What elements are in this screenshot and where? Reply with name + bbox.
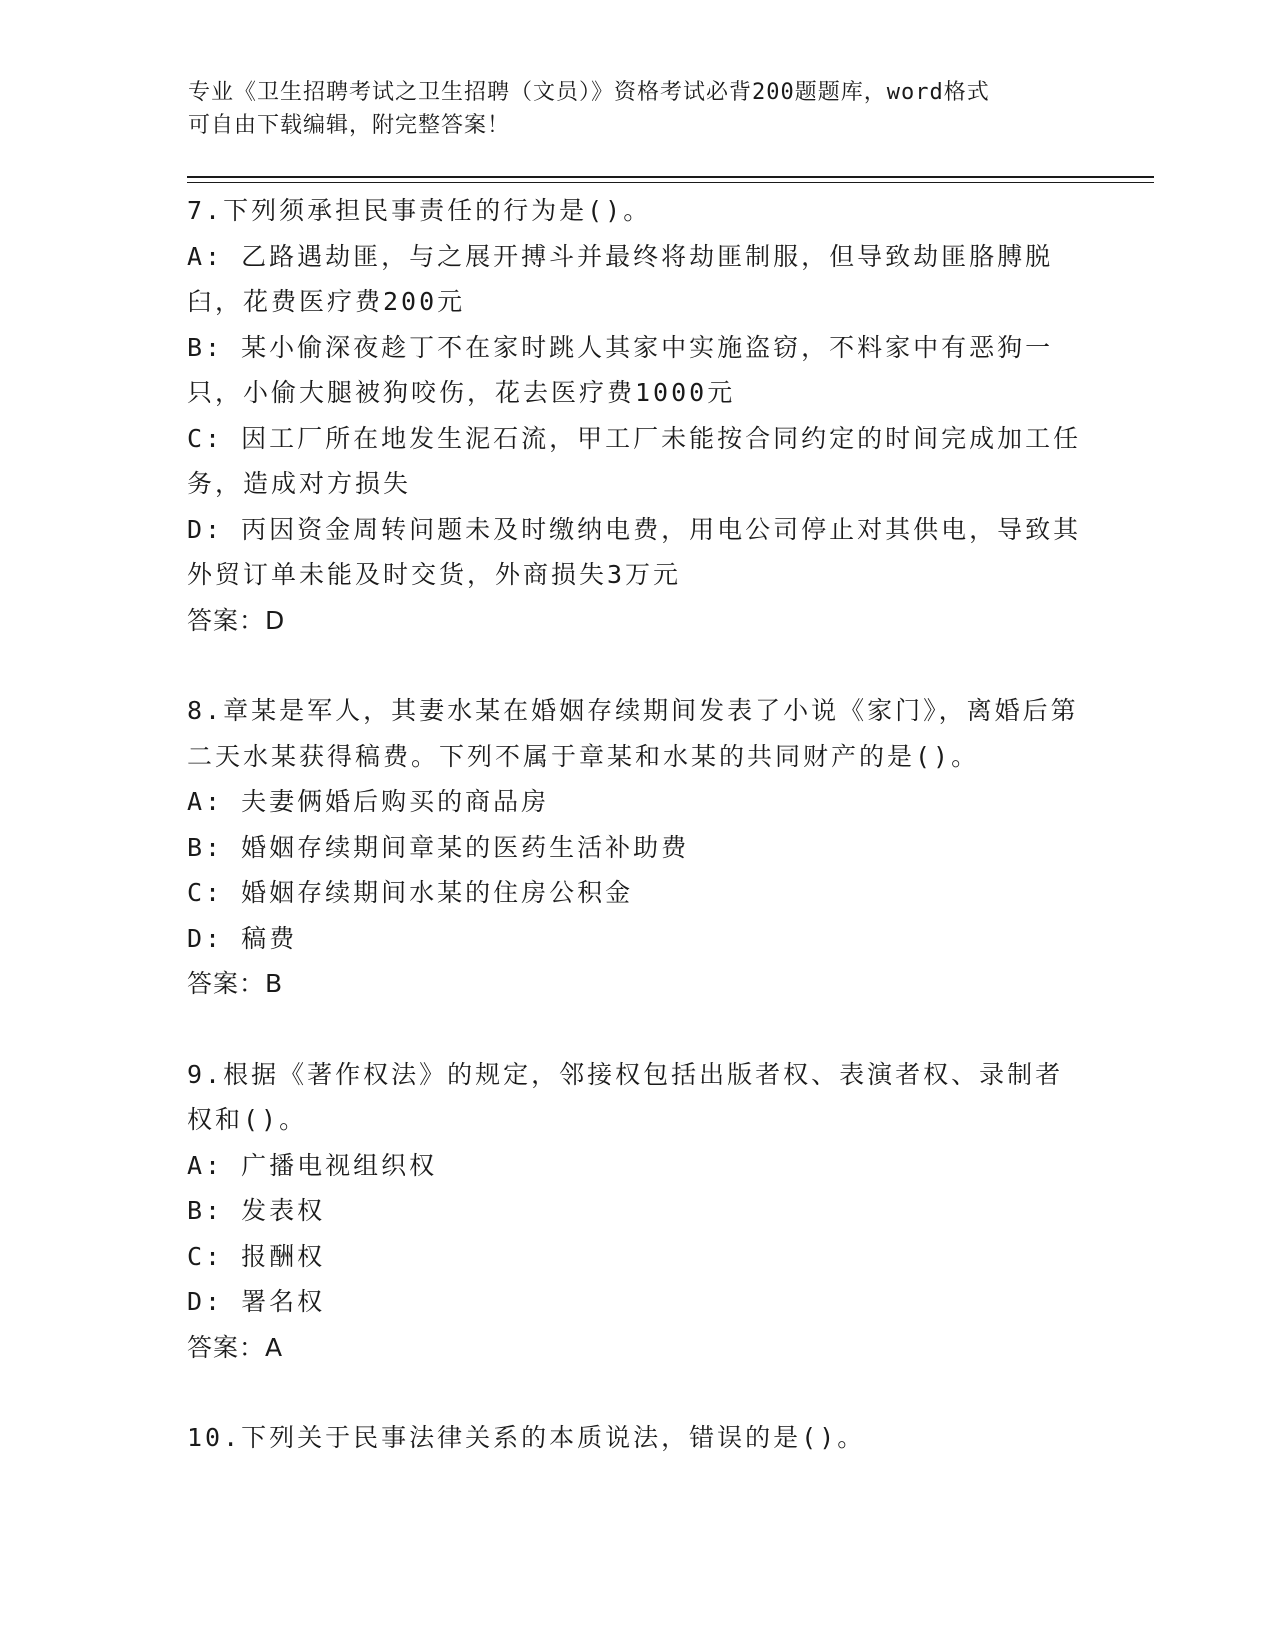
answer: 答案：D: [187, 605, 286, 635]
question-text: 10.下列关于民事法律关系的本质说法，错误的是()。: [187, 1423, 866, 1452]
option-d: D: 丙因资金周转问题未及时缴纳电费，用电公司停止对其供电，导致其外贸订单未能及时交货，外商损失3万元: [187, 514, 1082, 589]
question-8: [187, 688, 1087, 1007]
option-c: C: 因工厂所在地发生泥石流，甲工厂未能按合同约定的时间完成加工任务，造成对方损失: [187, 423, 1082, 498]
option-b: B: 发表权: [187, 1196, 326, 1225]
header-line-1: 专业《卫生招聘考试之卫生招聘（文员）》资格考试必背200题题库，word格式: [188, 80, 990, 105]
question-10: [187, 1415, 1087, 1461]
question-list: [187, 188, 1087, 1461]
spacer: [187, 1007, 1087, 1052]
option-a: A: 广播电视组织权: [187, 1150, 438, 1180]
spacer: [187, 643, 1087, 688]
option-d: D: 稿费: [187, 923, 298, 953]
header-divider-thin: [187, 182, 1154, 183]
question-7: [187, 188, 1087, 643]
spacer: [187, 1370, 1087, 1415]
option-a: A: 夫妻俩婚后购买的商品房: [187, 787, 550, 816]
question-text: 7.下列须承担民事责任的行为是()。: [187, 196, 652, 225]
option-c: C: 婚姻存续期间水某的住房公积金: [187, 878, 634, 907]
question-9: [187, 1052, 1087, 1371]
option-a: A: 乙路遇劫匪，与之展开搏斗并最终将劫匪制服，但导致劫匪胳膊脱臼，花费医疗费200元: [187, 241, 1054, 316]
answer: 答案：A: [187, 1332, 284, 1362]
option-d: D: 署名权: [187, 1287, 326, 1316]
answer: 答案：B: [187, 969, 284, 998]
document-header: [188, 76, 1088, 142]
question-text: 9.根据《著作权法》的规定，邻接权包括出版者权、表演者权、录制者权和()。: [187, 1059, 1064, 1134]
option-b: B: 婚姻存续期间章某的医药生活补助费: [187, 832, 690, 862]
question-text: 8.章某是军人，其妻水某在婚姻存续期间发表了小说《家门》，离婚后第二天水某获得稿费。下列不属于章某和水某的共同财产的是()。: [187, 696, 1079, 771]
option-b: B: 某小偷深夜趁丁不在家时跳人其家中实施盗窃，不料家中有恶狗一只，小偷大腿被狗咬伤，花去医疗费1000元: [187, 332, 1054, 407]
option-c: C: 报酬权: [187, 1241, 326, 1271]
header-divider-thick: [187, 176, 1154, 178]
header-line-2: 可自由下载编辑，附完整答案！: [188, 113, 511, 138]
